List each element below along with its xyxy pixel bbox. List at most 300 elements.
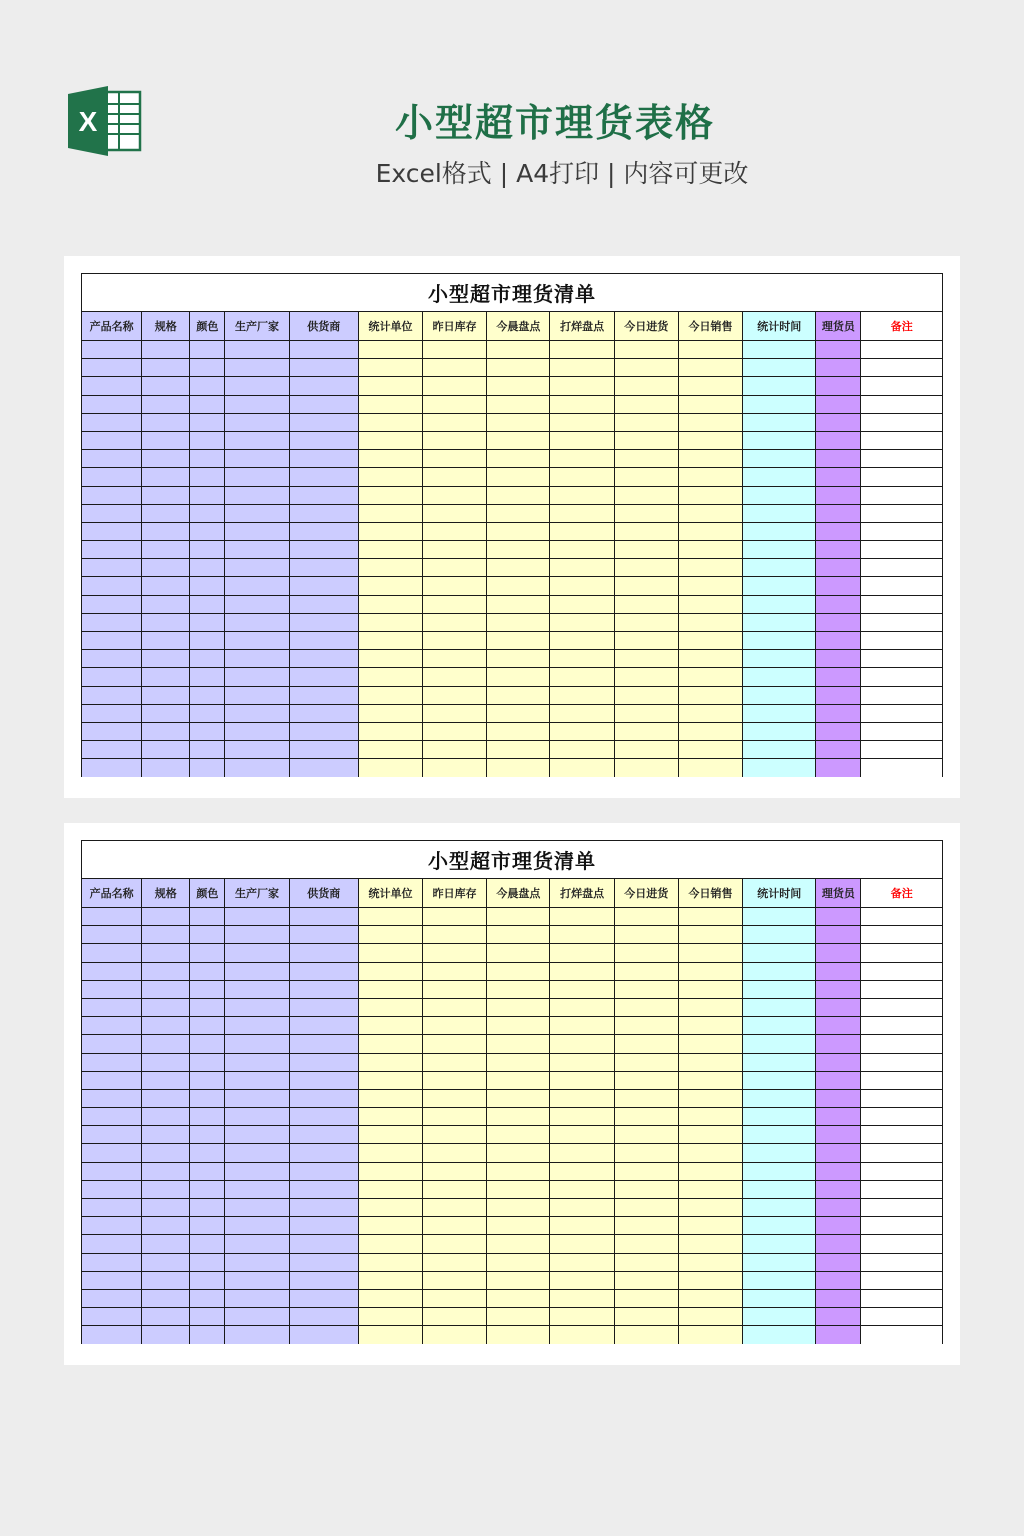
- table-cell[interactable]: [550, 431, 614, 449]
- table-cell[interactable]: [861, 1253, 943, 1271]
- table-cell[interactable]: [225, 668, 289, 686]
- table-cell[interactable]: [225, 1071, 289, 1089]
- table-cell[interactable]: [289, 686, 358, 704]
- table-cell[interactable]: [82, 359, 142, 377]
- table-cell[interactable]: [423, 1144, 487, 1162]
- table-cell[interactable]: [861, 926, 943, 944]
- table-cell[interactable]: [358, 998, 422, 1016]
- table-cell[interactable]: [142, 1126, 190, 1144]
- table-cell[interactable]: [225, 1271, 289, 1289]
- table-cell[interactable]: [358, 486, 422, 504]
- table-cell[interactable]: [225, 341, 289, 359]
- table-cell[interactable]: [550, 577, 614, 595]
- table-cell[interactable]: [190, 377, 225, 395]
- table-cell[interactable]: [614, 1217, 678, 1235]
- table-cell[interactable]: [289, 486, 358, 504]
- table-cell[interactable]: [816, 522, 861, 540]
- table-cell[interactable]: [225, 1326, 289, 1344]
- table-cell[interactable]: [358, 613, 422, 631]
- table-cell[interactable]: [82, 522, 142, 540]
- table-cell[interactable]: [678, 1253, 742, 1271]
- table-cell[interactable]: [142, 704, 190, 722]
- table-cell[interactable]: [423, 704, 487, 722]
- table-cell[interactable]: [225, 759, 289, 777]
- table-cell[interactable]: [190, 1126, 225, 1144]
- table-cell[interactable]: [289, 1035, 358, 1053]
- table-cell[interactable]: [225, 1199, 289, 1217]
- table-cell[interactable]: [678, 908, 742, 926]
- table-cell[interactable]: [289, 1071, 358, 1089]
- table-cell[interactable]: [487, 1180, 550, 1198]
- table-cell[interactable]: [423, 1089, 487, 1107]
- table-cell[interactable]: [614, 1289, 678, 1307]
- table-cell[interactable]: [190, 944, 225, 962]
- table-cell[interactable]: [816, 926, 861, 944]
- table-cell[interactable]: [225, 1180, 289, 1198]
- table-cell[interactable]: [358, 632, 422, 650]
- table-cell[interactable]: [861, 595, 943, 613]
- table-cell[interactable]: [816, 1217, 861, 1235]
- table-cell[interactable]: [816, 1308, 861, 1326]
- table-cell[interactable]: [816, 468, 861, 486]
- table-cell[interactable]: [550, 595, 614, 613]
- table-cell[interactable]: [358, 395, 422, 413]
- table-cell[interactable]: [142, 541, 190, 559]
- table-cell[interactable]: [743, 650, 816, 668]
- table-cell[interactable]: [861, 468, 943, 486]
- table-cell[interactable]: [190, 908, 225, 926]
- table-cell[interactable]: [82, 595, 142, 613]
- table-cell[interactable]: [678, 741, 742, 759]
- table-cell[interactable]: [142, 450, 190, 468]
- table-cell[interactable]: [142, 577, 190, 595]
- table-cell[interactable]: [142, 998, 190, 1016]
- table-cell[interactable]: [289, 1180, 358, 1198]
- table-cell[interactable]: [82, 1144, 142, 1162]
- table-cell[interactable]: [423, 450, 487, 468]
- table-cell[interactable]: [550, 413, 614, 431]
- table-cell[interactable]: [678, 650, 742, 668]
- table-cell[interactable]: [225, 468, 289, 486]
- table-cell[interactable]: [358, 1035, 422, 1053]
- table-cell[interactable]: [82, 613, 142, 631]
- table-cell[interactable]: [423, 341, 487, 359]
- table-cell[interactable]: [358, 1235, 422, 1253]
- table-cell[interactable]: [678, 341, 742, 359]
- table-cell[interactable]: [190, 541, 225, 559]
- table-cell[interactable]: [861, 1071, 943, 1089]
- table-cell[interactable]: [82, 1053, 142, 1071]
- table-cell[interactable]: [743, 1035, 816, 1053]
- table-cell[interactable]: [289, 541, 358, 559]
- table-cell[interactable]: [225, 998, 289, 1016]
- table-cell[interactable]: [861, 1126, 943, 1144]
- table-cell[interactable]: [614, 341, 678, 359]
- table-cell[interactable]: [550, 998, 614, 1016]
- table-cell[interactable]: [861, 704, 943, 722]
- table-cell[interactable]: [550, 1271, 614, 1289]
- table-cell[interactable]: [614, 577, 678, 595]
- table-cell[interactable]: [614, 980, 678, 998]
- table-cell[interactable]: [289, 1308, 358, 1326]
- table-cell[interactable]: [614, 377, 678, 395]
- table-cell[interactable]: [861, 1053, 943, 1071]
- table-cell[interactable]: [289, 595, 358, 613]
- table-cell[interactable]: [678, 1053, 742, 1071]
- table-cell[interactable]: [743, 559, 816, 577]
- table-cell[interactable]: [82, 741, 142, 759]
- table-cell[interactable]: [743, 1271, 816, 1289]
- table-cell[interactable]: [550, 613, 614, 631]
- table-cell[interactable]: [358, 1144, 422, 1162]
- table-cell[interactable]: [423, 908, 487, 926]
- table-cell[interactable]: [550, 468, 614, 486]
- table-cell[interactable]: [225, 486, 289, 504]
- table-cell[interactable]: [614, 1253, 678, 1271]
- table-cell[interactable]: [142, 1071, 190, 1089]
- table-cell[interactable]: [861, 1217, 943, 1235]
- table-cell[interactable]: [861, 962, 943, 980]
- table-cell[interactable]: [423, 759, 487, 777]
- table-cell[interactable]: [82, 908, 142, 926]
- table-cell[interactable]: [550, 1126, 614, 1144]
- table-cell[interactable]: [678, 522, 742, 540]
- table-cell[interactable]: [358, 759, 422, 777]
- table-cell[interactable]: [190, 522, 225, 540]
- table-cell[interactable]: [743, 486, 816, 504]
- table-cell[interactable]: [861, 504, 943, 522]
- table-cell[interactable]: [816, 1089, 861, 1107]
- table-cell[interactable]: [142, 1108, 190, 1126]
- table-cell[interactable]: [190, 650, 225, 668]
- table-cell[interactable]: [82, 1180, 142, 1198]
- table-cell[interactable]: [861, 650, 943, 668]
- table-cell[interactable]: [678, 944, 742, 962]
- table-cell[interactable]: [816, 450, 861, 468]
- table-cell[interactable]: [861, 559, 943, 577]
- table-cell[interactable]: [358, 541, 422, 559]
- table-cell[interactable]: [358, 504, 422, 522]
- table-cell[interactable]: [614, 704, 678, 722]
- table-cell[interactable]: [358, 450, 422, 468]
- table-cell[interactable]: [550, 341, 614, 359]
- table-cell[interactable]: [816, 613, 861, 631]
- table-cell[interactable]: [743, 908, 816, 926]
- table-cell[interactable]: [678, 1271, 742, 1289]
- table-cell[interactable]: [816, 1144, 861, 1162]
- table-cell[interactable]: [82, 1035, 142, 1053]
- table-cell[interactable]: [550, 522, 614, 540]
- table-cell[interactable]: [487, 413, 550, 431]
- table-cell[interactable]: [190, 1199, 225, 1217]
- table-cell[interactable]: [861, 359, 943, 377]
- table-cell[interactable]: [423, 668, 487, 686]
- table-cell[interactable]: [289, 468, 358, 486]
- table-cell[interactable]: [225, 1144, 289, 1162]
- table-cell[interactable]: [358, 1108, 422, 1126]
- table-cell[interactable]: [190, 1035, 225, 1053]
- table-cell[interactable]: [423, 741, 487, 759]
- table-cell[interactable]: [743, 1108, 816, 1126]
- table-cell[interactable]: [614, 1308, 678, 1326]
- table-cell[interactable]: [678, 1235, 742, 1253]
- table-cell[interactable]: [816, 650, 861, 668]
- table-cell[interactable]: [816, 577, 861, 595]
- table-cell[interactable]: [190, 504, 225, 522]
- table-cell[interactable]: [190, 998, 225, 1016]
- table-cell[interactable]: [614, 686, 678, 704]
- table-cell[interactable]: [190, 759, 225, 777]
- table-cell[interactable]: [550, 541, 614, 559]
- table-cell[interactable]: [423, 613, 487, 631]
- table-cell[interactable]: [816, 1289, 861, 1307]
- table-cell[interactable]: [743, 1289, 816, 1307]
- table-cell[interactable]: [82, 1289, 142, 1307]
- table-cell[interactable]: [358, 468, 422, 486]
- table-cell[interactable]: [82, 486, 142, 504]
- table-cell[interactable]: [142, 1199, 190, 1217]
- table-cell[interactable]: [743, 668, 816, 686]
- table-cell[interactable]: [225, 504, 289, 522]
- table-cell[interactable]: [423, 522, 487, 540]
- table-cell[interactable]: [358, 926, 422, 944]
- table-cell[interactable]: [861, 395, 943, 413]
- table-cell[interactable]: [225, 1235, 289, 1253]
- table-cell[interactable]: [678, 1162, 742, 1180]
- table-cell[interactable]: [423, 486, 487, 504]
- table-cell[interactable]: [678, 980, 742, 998]
- table-cell[interactable]: [82, 668, 142, 686]
- table-cell[interactable]: [550, 741, 614, 759]
- table-cell[interactable]: [190, 1289, 225, 1307]
- table-cell[interactable]: [861, 944, 943, 962]
- table-cell[interactable]: [190, 686, 225, 704]
- table-cell[interactable]: [190, 1180, 225, 1198]
- table-cell[interactable]: [678, 1126, 742, 1144]
- table-cell[interactable]: [614, 522, 678, 540]
- table-cell[interactable]: [678, 686, 742, 704]
- table-cell[interactable]: [743, 504, 816, 522]
- table-cell[interactable]: [861, 741, 943, 759]
- table-cell[interactable]: [816, 722, 861, 740]
- table-cell[interactable]: [861, 341, 943, 359]
- table-cell[interactable]: [225, 632, 289, 650]
- table-cell[interactable]: [358, 431, 422, 449]
- table-cell[interactable]: [225, 541, 289, 559]
- table-cell[interactable]: [82, 341, 142, 359]
- table-cell[interactable]: [142, 632, 190, 650]
- table-cell[interactable]: [614, 1053, 678, 1071]
- table-cell[interactable]: [816, 1253, 861, 1271]
- table-cell[interactable]: [190, 926, 225, 944]
- table-cell[interactable]: [816, 395, 861, 413]
- table-cell[interactable]: [614, 1035, 678, 1053]
- table-cell[interactable]: [678, 722, 742, 740]
- table-cell[interactable]: [487, 741, 550, 759]
- table-cell[interactable]: [487, 1235, 550, 1253]
- table-cell[interactable]: [861, 759, 943, 777]
- table-cell[interactable]: [82, 759, 142, 777]
- table-cell[interactable]: [142, 926, 190, 944]
- table-cell[interactable]: [289, 1144, 358, 1162]
- table-cell[interactable]: [743, 944, 816, 962]
- table-cell[interactable]: [550, 962, 614, 980]
- table-cell[interactable]: [190, 1326, 225, 1344]
- table-cell[interactable]: [289, 1017, 358, 1035]
- table-cell[interactable]: [816, 504, 861, 522]
- table-cell[interactable]: [614, 632, 678, 650]
- table-cell[interactable]: [190, 468, 225, 486]
- table-cell[interactable]: [142, 944, 190, 962]
- table-cell[interactable]: [487, 1144, 550, 1162]
- table-cell[interactable]: [550, 450, 614, 468]
- table-cell[interactable]: [743, 1053, 816, 1071]
- table-cell[interactable]: [743, 1308, 816, 1326]
- table-cell[interactable]: [816, 1035, 861, 1053]
- table-cell[interactable]: [743, 541, 816, 559]
- table-cell[interactable]: [678, 1289, 742, 1307]
- table-cell[interactable]: [487, 486, 550, 504]
- table-cell[interactable]: [225, 741, 289, 759]
- table-cell[interactable]: [142, 504, 190, 522]
- table-cell[interactable]: [614, 595, 678, 613]
- table-cell[interactable]: [82, 962, 142, 980]
- table-cell[interactable]: [358, 980, 422, 998]
- table-cell[interactable]: [142, 1017, 190, 1035]
- table-cell[interactable]: [614, 486, 678, 504]
- table-cell[interactable]: [225, 1035, 289, 1053]
- table-cell[interactable]: [861, 1289, 943, 1307]
- table-cell[interactable]: [487, 341, 550, 359]
- table-cell[interactable]: [358, 595, 422, 613]
- table-cell[interactable]: [190, 741, 225, 759]
- table-cell[interactable]: [225, 1162, 289, 1180]
- table-cell[interactable]: [614, 1180, 678, 1198]
- table-cell[interactable]: [423, 395, 487, 413]
- table-cell[interactable]: [82, 998, 142, 1016]
- table-cell[interactable]: [289, 450, 358, 468]
- table-cell[interactable]: [550, 908, 614, 926]
- table-cell[interactable]: [358, 962, 422, 980]
- table-cell[interactable]: [423, 1271, 487, 1289]
- table-cell[interactable]: [82, 980, 142, 998]
- table-cell[interactable]: [82, 431, 142, 449]
- table-cell[interactable]: [487, 1017, 550, 1035]
- table-cell[interactable]: [614, 1071, 678, 1089]
- table-cell[interactable]: [861, 668, 943, 686]
- table-cell[interactable]: [861, 998, 943, 1016]
- table-cell[interactable]: [190, 486, 225, 504]
- table-cell[interactable]: [743, 577, 816, 595]
- table-cell[interactable]: [82, 450, 142, 468]
- table-cell[interactable]: [487, 926, 550, 944]
- table-cell[interactable]: [678, 1144, 742, 1162]
- table-cell[interactable]: [743, 1180, 816, 1198]
- table-cell[interactable]: [743, 1162, 816, 1180]
- table-cell[interactable]: [358, 1053, 422, 1071]
- table-cell[interactable]: [550, 686, 614, 704]
- table-cell[interactable]: [614, 468, 678, 486]
- table-cell[interactable]: [190, 413, 225, 431]
- table-cell[interactable]: [423, 1289, 487, 1307]
- table-cell[interactable]: [190, 1162, 225, 1180]
- table-cell[interactable]: [289, 759, 358, 777]
- table-cell[interactable]: [190, 341, 225, 359]
- table-cell[interactable]: [423, 1108, 487, 1126]
- table-cell[interactable]: [289, 1326, 358, 1344]
- table-cell[interactable]: [861, 486, 943, 504]
- table-cell[interactable]: [678, 377, 742, 395]
- table-cell[interactable]: [289, 377, 358, 395]
- table-cell[interactable]: [190, 1144, 225, 1162]
- table-cell[interactable]: [225, 1108, 289, 1126]
- table-cell[interactable]: [142, 962, 190, 980]
- table-cell[interactable]: [142, 980, 190, 998]
- table-cell[interactable]: [289, 431, 358, 449]
- table-cell[interactable]: [190, 1271, 225, 1289]
- table-cell[interactable]: [678, 577, 742, 595]
- table-cell[interactable]: [190, 632, 225, 650]
- table-cell[interactable]: [225, 1217, 289, 1235]
- table-cell[interactable]: [82, 504, 142, 522]
- table-cell[interactable]: [550, 486, 614, 504]
- table-cell[interactable]: [816, 998, 861, 1016]
- table-cell[interactable]: [142, 1271, 190, 1289]
- table-cell[interactable]: [225, 944, 289, 962]
- table-cell[interactable]: [82, 577, 142, 595]
- table-cell[interactable]: [861, 613, 943, 631]
- table-cell[interactable]: [423, 359, 487, 377]
- table-cell[interactable]: [487, 1089, 550, 1107]
- table-cell[interactable]: [289, 1162, 358, 1180]
- table-cell[interactable]: [861, 1326, 943, 1344]
- table-cell[interactable]: [82, 1308, 142, 1326]
- table-cell[interactable]: [861, 908, 943, 926]
- table-cell[interactable]: [816, 759, 861, 777]
- table-cell[interactable]: [190, 395, 225, 413]
- table-cell[interactable]: [82, 1162, 142, 1180]
- table-cell[interactable]: [743, 1253, 816, 1271]
- table-cell[interactable]: [678, 668, 742, 686]
- table-cell[interactable]: [678, 759, 742, 777]
- table-cell[interactable]: [190, 595, 225, 613]
- table-cell[interactable]: [142, 668, 190, 686]
- table-cell[interactable]: [743, 1199, 816, 1217]
- table-cell[interactable]: [142, 468, 190, 486]
- table-cell[interactable]: [816, 559, 861, 577]
- table-cell[interactable]: [614, 541, 678, 559]
- table-cell[interactable]: [289, 504, 358, 522]
- table-cell[interactable]: [423, 686, 487, 704]
- table-cell[interactable]: [142, 759, 190, 777]
- table-cell[interactable]: [487, 1289, 550, 1307]
- table-cell[interactable]: [614, 722, 678, 740]
- table-cell[interactable]: [861, 1144, 943, 1162]
- table-cell[interactable]: [487, 1108, 550, 1126]
- table-cell[interactable]: [487, 1326, 550, 1344]
- table-cell[interactable]: [289, 613, 358, 631]
- table-cell[interactable]: [423, 1217, 487, 1235]
- table-cell[interactable]: [423, 650, 487, 668]
- table-cell[interactable]: [358, 522, 422, 540]
- table-cell[interactable]: [82, 395, 142, 413]
- table-cell[interactable]: [82, 1326, 142, 1344]
- table-cell[interactable]: [861, 1108, 943, 1126]
- table-cell[interactable]: [82, 632, 142, 650]
- table-cell[interactable]: [225, 1289, 289, 1307]
- table-cell[interactable]: [358, 1126, 422, 1144]
- table-cell[interactable]: [142, 413, 190, 431]
